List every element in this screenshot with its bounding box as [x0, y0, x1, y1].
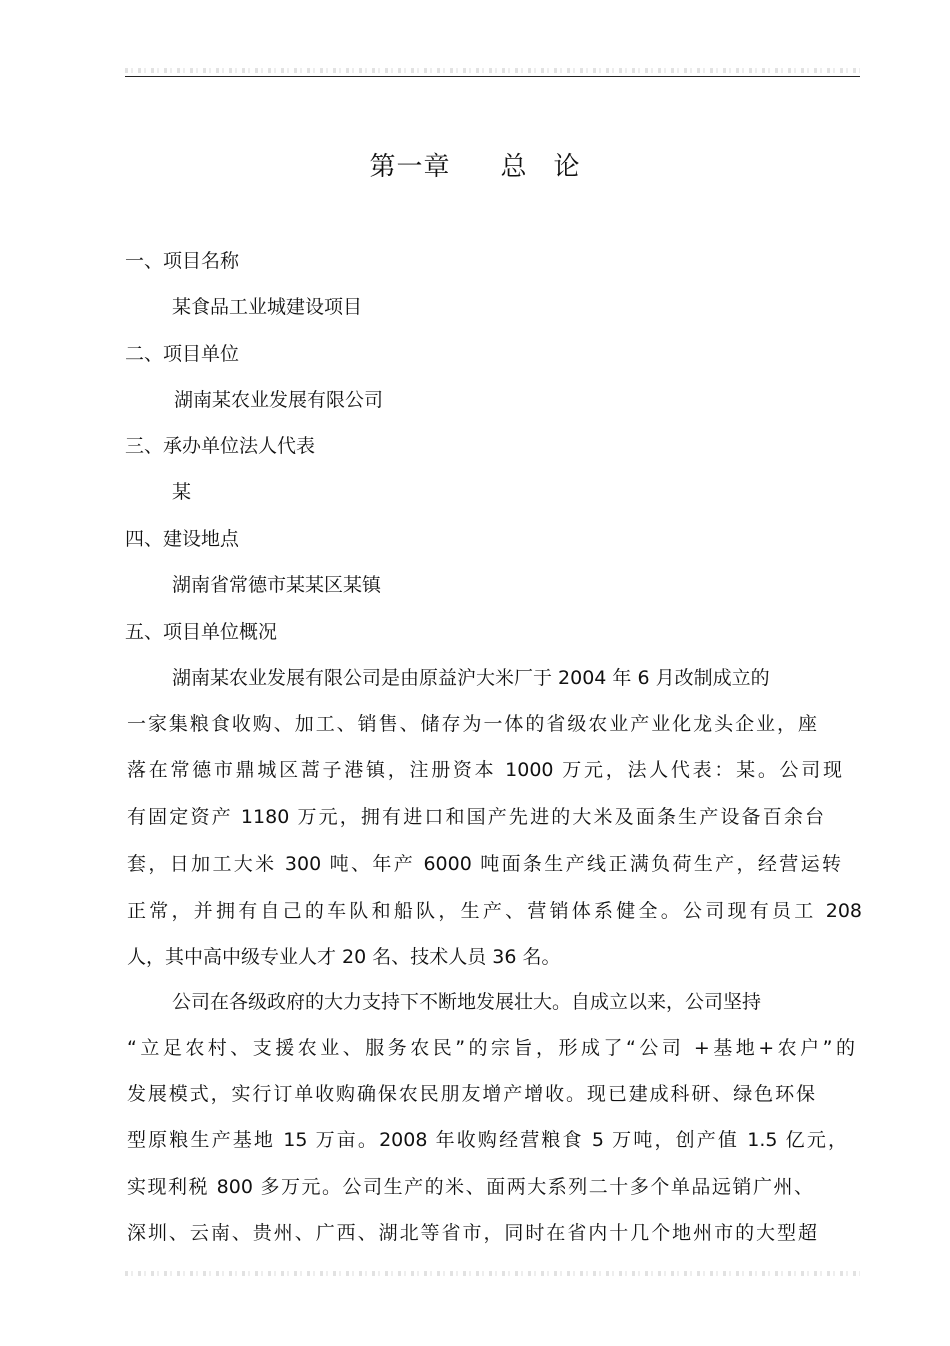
paragraph-line: “立足农村、支援农业、服务农民”的宗旨，形成了“公司 +基地+农户”的 — [127, 1037, 855, 1059]
paragraph-line: 型原粮生产基地 15 万亩。2008 年收购经营粮食 5 万吨，创产值 1.5 亿元， — [127, 1129, 847, 1151]
paragraph-line: 落在常德市鼎城区蒿子港镇，注册资本 1000 万元，法人代表：某。公司现 — [127, 759, 842, 781]
paragraph-line: 深圳、云南、贵州、广西、湖北等省市，同时在省内十几个地州市的大型超 — [127, 1222, 817, 1244]
section-heading-overview: 五、项目单位概况 — [125, 621, 278, 643]
footer-scan-noise — [125, 1271, 860, 1276]
paragraph-line: 套，日加工大米 300 吨、年产 6000 吨面条生产线正满负荷生产，经营运转 — [127, 853, 841, 875]
paragraph-line: 公司在各级政府的大力支持下不断地发展壮大。自成立以来，公司坚持 — [172, 991, 762, 1013]
paragraph-line: 人，其中高中级专业人才 20 名、技术人员 36 名。 — [127, 946, 561, 968]
section-heading-project-unit: 二、项目单位 — [125, 343, 240, 365]
section-content-project-unit: 湖南某农业发展有限公司 — [174, 389, 384, 411]
section-heading-location: 四、建设地点 — [125, 528, 240, 550]
paragraph-line: 发展模式，实行订单收购确保农民朋友增产增收。现已建成科研、绿色环保 — [127, 1083, 815, 1105]
paragraph-line: 湖南某农业发展有限公司是由原益沪大米厂于 2004 年 6 月改制成立的 — [172, 667, 770, 689]
paragraph-line: 一家集粮食收购、加工、销售、储存为一体的省级农业产业化龙头企业，座 — [127, 713, 817, 735]
section-heading-project-name: 一、项目名称 — [125, 250, 240, 272]
header-scan-noise — [125, 68, 860, 73]
header-rule — [125, 76, 860, 77]
chapter-number: 第一章 — [369, 152, 451, 182]
paragraph-line: 实现利税 800 多万元。公司生产的米、面两大系列二十多个单品远销广州、 — [127, 1176, 813, 1198]
chapter-title-word-2: 论 — [553, 152, 581, 182]
chapter-title — [0, 146, 950, 183]
section-content-legal-rep: 某 — [172, 481, 192, 503]
paragraph-line: 正常，并拥有自己的车队和船队，生产、营销体系健全。公司现有员工 208 — [127, 900, 862, 922]
section-heading-legal-rep: 三、承办单位法人代表 — [125, 435, 316, 457]
section-content-project-name: 某食品工业城建设项目 — [172, 296, 363, 318]
chapter-title-word-1: 总 — [500, 152, 528, 182]
paragraph-line: 有固定资产 1180 万元，拥有进口和国产先进的大米及面条生产设备百余台 — [127, 806, 824, 828]
section-content-location: 湖南省常德市某某区某镇 — [172, 574, 382, 596]
